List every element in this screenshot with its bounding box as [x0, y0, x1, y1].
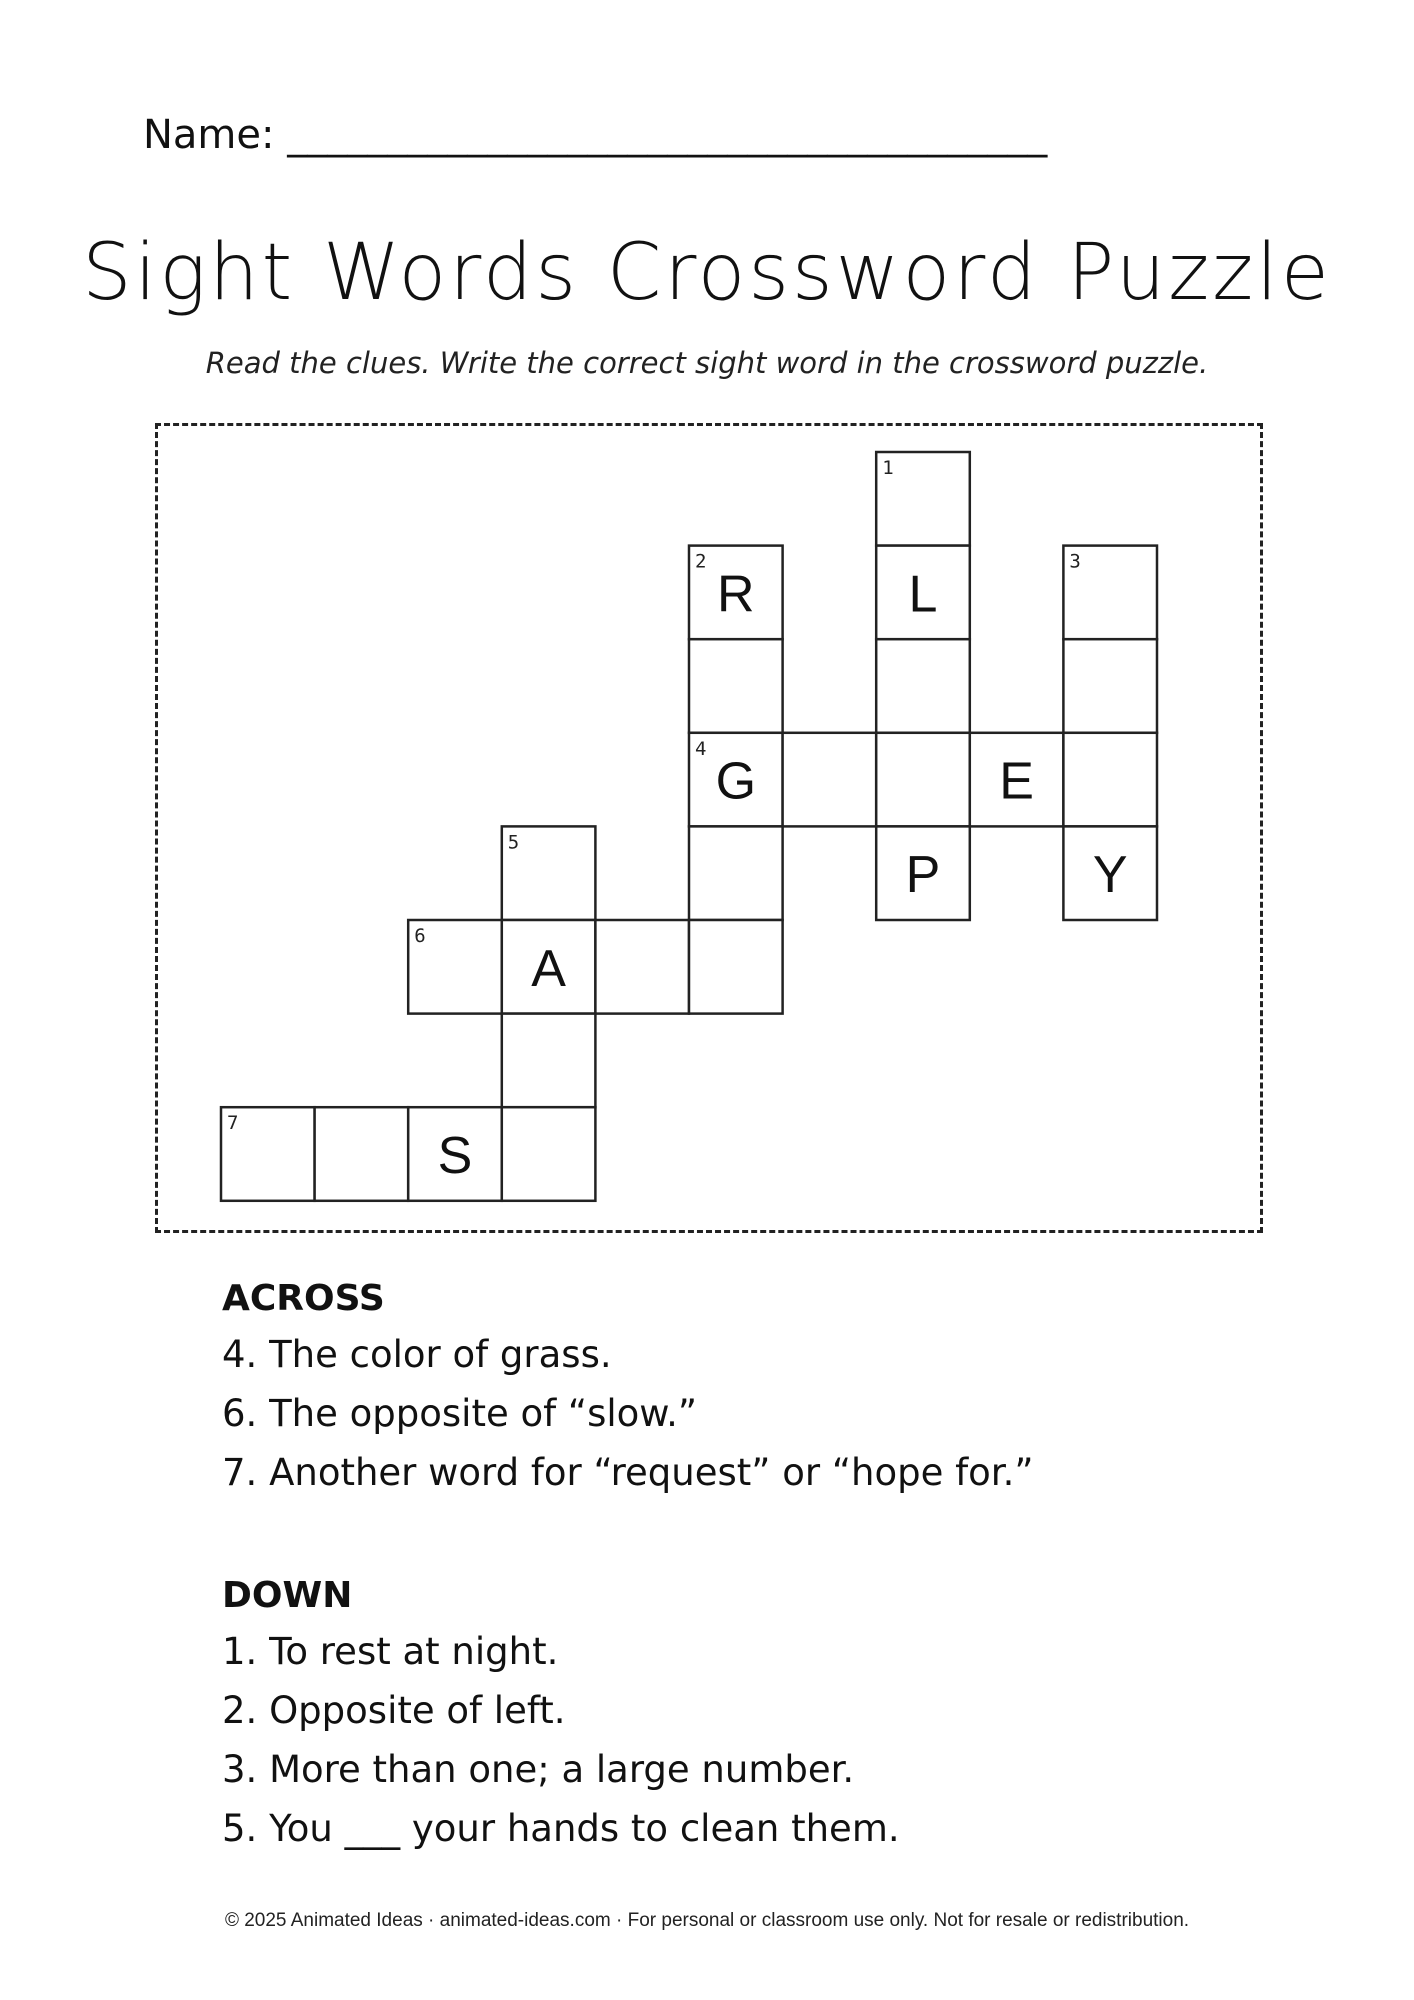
- given-letter: E: [999, 752, 1034, 811]
- grid-cell[interactable]: [502, 920, 596, 1014]
- grid-cell-box[interactable]: [689, 920, 783, 1014]
- grid-cell[interactable]: [595, 920, 689, 1014]
- given-letter: A: [531, 939, 566, 998]
- grid-cell-box[interactable]: [1063, 639, 1157, 733]
- copyright-footer: © 2025 Animated Ideas · animated-ideas.com · For personal or classroom use only. Not for resale or redistribution.: [224, 1910, 1190, 1931]
- clue-down-1: 1. To rest at night.: [222, 1630, 559, 1673]
- clue-number: 4: [695, 737, 707, 760]
- grid-cell[interactable]: [1063, 733, 1157, 827]
- clue-list-down: [222, 1622, 900, 1858]
- down-clues: [222, 1575, 900, 1858]
- clue-across-6: 6. The opposite of “slow.”: [222, 1392, 698, 1435]
- grid-cell-box[interactable]: [595, 920, 689, 1014]
- grid-cell[interactable]: [970, 733, 1064, 827]
- grid-cell[interactable]: [221, 1107, 315, 1201]
- grid-cell[interactable]: [876, 546, 970, 640]
- grid-cell[interactable]: [876, 639, 970, 733]
- clue-number: 6: [414, 925, 426, 947]
- page-title: Sight Words Crossword Puzzle: [82, 228, 1332, 318]
- down-heading: DOWN: [222, 1575, 353, 1616]
- grid-cell[interactable]: [502, 1014, 596, 1108]
- clue-number: 3: [1069, 550, 1081, 573]
- grid-cell[interactable]: [315, 1107, 409, 1201]
- grid-cell-box[interactable]: [689, 639, 783, 733]
- clue-number: 1: [882, 457, 894, 479]
- grid-cell[interactable]: [876, 733, 970, 827]
- grid-cell[interactable]: [689, 826, 783, 920]
- grid-cell[interactable]: [783, 733, 877, 827]
- grid-cell-box[interactable]: [876, 733, 970, 827]
- grid-cell[interactable]: [1063, 639, 1157, 733]
- grid-cell-box[interactable]: [502, 1107, 596, 1201]
- across-heading: ACROSS: [222, 1278, 385, 1319]
- grid-cell[interactable]: [408, 1107, 502, 1201]
- clue-number: 5: [507, 831, 520, 854]
- grid-cell-box[interactable]: [783, 733, 877, 827]
- grid-cell-box[interactable]: [315, 1107, 409, 1201]
- given-letter: Y: [1092, 846, 1128, 905]
- given-letter: S: [437, 1127, 473, 1185]
- clue-down-5: 5. You ___ your hands to clean them.: [222, 1807, 900, 1850]
- across-clues: [222, 1278, 1034, 1502]
- grid-cell-box[interactable]: [689, 826, 783, 920]
- grid-cell[interactable]: [689, 546, 783, 640]
- grid-cell[interactable]: [408, 920, 502, 1014]
- given-letter: R: [717, 565, 755, 624]
- grid-cell[interactable]: [876, 826, 970, 920]
- instructions: Read the clues. Write the correct sight word in the crossword puzzle.: [205, 346, 1209, 380]
- name-field-line[interactable]: Name: ______________________________________: [143, 112, 1048, 158]
- given-letter: P: [905, 846, 941, 905]
- clue-down-3: 3. More than one; a large number.: [222, 1748, 855, 1791]
- grid-cell[interactable]: [876, 452, 970, 546]
- clue-down-2: 2. Opposite of left.: [222, 1689, 566, 1732]
- clue-number: 7: [227, 1112, 239, 1135]
- grid-cell[interactable]: [689, 920, 783, 1014]
- clue-list-across: [222, 1325, 1034, 1502]
- grid-cell[interactable]: [1063, 826, 1157, 920]
- clue-across-7: 7. Another word for “request” or “hope for.”: [222, 1451, 1034, 1494]
- grid-cell[interactable]: [689, 733, 783, 827]
- given-letter: G: [715, 752, 757, 811]
- clue-number: 2: [695, 550, 707, 573]
- given-letter: L: [908, 565, 938, 624]
- grid-cell[interactable]: [689, 639, 783, 733]
- grid-cell-box[interactable]: [876, 639, 970, 733]
- grid-cell[interactable]: [1063, 546, 1157, 640]
- grid-cell-box[interactable]: [502, 1014, 596, 1108]
- grid-cell-box[interactable]: [1063, 733, 1157, 827]
- grid-cell[interactable]: [502, 1107, 596, 1201]
- grid-cell[interactable]: [502, 826, 596, 920]
- clue-across-4: 4. The color of grass.: [222, 1333, 612, 1376]
